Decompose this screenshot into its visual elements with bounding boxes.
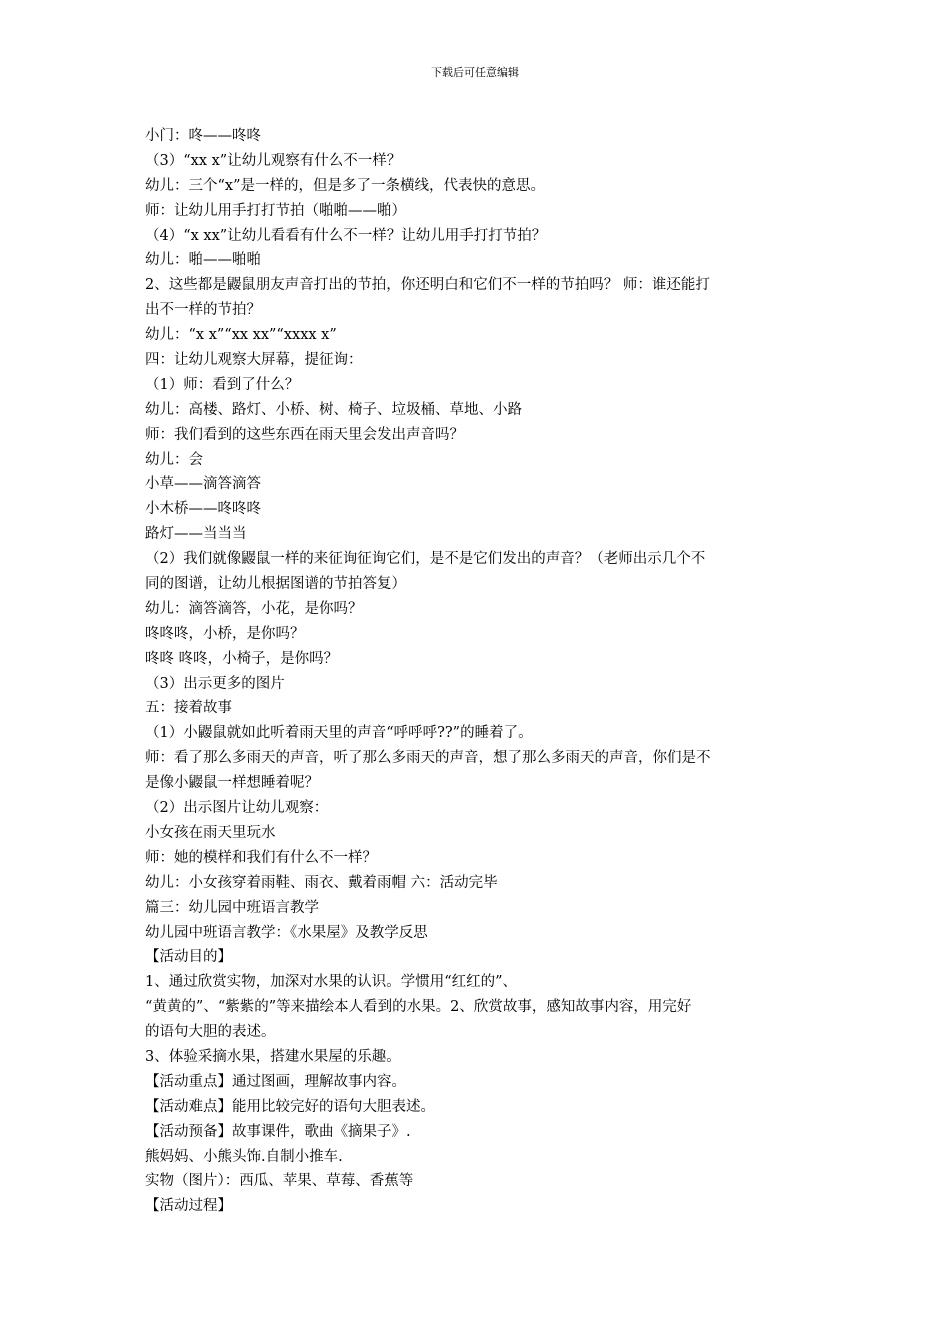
- text-line: 五：接着故事: [145, 700, 232, 717]
- text-line: 路灯——当当当: [145, 526, 247, 543]
- text-line: （2）出示图片让幼儿观察：: [145, 800, 329, 817]
- text-line: 咚咚 咚咚，小椅子，是你吗？: [145, 650, 339, 667]
- text-line: 小木桥——咚咚咚: [145, 501, 261, 518]
- text-line: （3）“xx x”让幼儿观察有什么不一样？: [145, 152, 402, 169]
- text-line: 师：她的模样和我们有什么不一样？: [145, 849, 377, 866]
- text-line: 实物（图片）：西瓜、苹果、草莓、香蕉等: [145, 1173, 414, 1190]
- text-line: （3）出示更多的图片: [145, 675, 285, 692]
- text-line: 幼儿：三个“x”是一样的，但是多了一条横线，代表快的意思。: [145, 177, 546, 194]
- text-line: 咚咚咚，小桥，是你吗？: [145, 625, 305, 642]
- text-line: 师：看了那么多雨天的声音，听了那么多雨天的声音，想了那么多雨天的声音，你们是不: [145, 750, 711, 767]
- text-line: 【活动重点】通过图画，理解故事内容。: [145, 1073, 406, 1090]
- text-line: 小门：咚——咚咚: [145, 128, 261, 144]
- text-line: 幼儿：小女孩穿着雨鞋、雨衣、戴着雨帽 六：活动完毕: [145, 874, 498, 891]
- text-line: 1、通过欣赏实物，加深对水果的认识。学惯用“红红的”、: [145, 974, 518, 991]
- text-line: 师：我们看到的这些东西在雨天里会发出声音吗？: [145, 426, 464, 443]
- text-line: 3、体验采摘水果，搭建水果屋的乐趣。: [145, 1048, 401, 1065]
- text-line: 幼儿园中班语言教学：《水果屋》及教学反思: [145, 924, 428, 941]
- text-line: 【活动预备】故事课件，歌曲《摘果子》.: [145, 1123, 411, 1140]
- text-line: （2）我们就像鼹鼠一样的来征询征询它们，是不是它们发出的声音？（老师出示几个不: [145, 551, 706, 568]
- text-line: 小女孩在雨天里玩水: [145, 824, 276, 841]
- text-line: 【活动过程】: [145, 1198, 232, 1215]
- page-header: 下载后可任意编辑: [431, 66, 519, 79]
- text-line: “黄黄的”、“紫紫的”等来描绘本人看到的水果。2、欣赏故事，感知故事内容，用完好: [145, 999, 692, 1016]
- text-line: 师：让幼儿用手打打节拍（啪啪——啪）: [145, 202, 406, 219]
- text-line: 四：让幼儿观察大屏幕，提征询：: [145, 352, 363, 369]
- text-line: 同的图谱，让幼儿根据图谱的节拍答复）: [145, 576, 406, 593]
- text-line: 的语句大胆的表述。: [145, 1024, 276, 1041]
- text-line: （4）“x xx”让幼儿看看有什么不一样？让幼儿用手打打节拍？: [145, 227, 547, 244]
- text-line: （1）师：看到了什么？: [145, 376, 300, 393]
- text-line: 幼儿：啪——啪啪: [145, 252, 261, 269]
- text-line: 幼儿：“x x”“xx xx”“xxxx x”: [145, 327, 337, 344]
- text-line: 【活动目的】: [145, 949, 232, 966]
- text-line: （1）小鼹鼠就如此听着雨天里的声音“呼呼呼??”的睡着了。: [145, 725, 533, 742]
- text-line: 2、这些都是鼹鼠朋友声音打出的节拍，你还明白和它们不一样的节拍吗？ 师：谁还能打: [145, 277, 710, 294]
- text-line: 是像小鼹鼠一样想睡着呢？: [145, 775, 319, 792]
- text-line: 熊妈妈、小熊头饰.自制小推车.: [145, 1148, 343, 1165]
- text-line: 出不一样的节拍？: [145, 302, 261, 319]
- document-body: [145, 124, 810, 1219]
- text-line: 幼儿：滴答滴答，小花，是你吗？: [145, 600, 363, 617]
- text-line: 篇三：幼儿园中班语言教学: [145, 899, 319, 916]
- text-line: 小草——滴答滴答: [145, 476, 261, 493]
- text-line: 幼儿：高楼、路灯、小桥、树、椅子、垃圾桶、草地、小路: [145, 401, 522, 418]
- text-line: 【活动难点】能用比较完好的语句大胆表述。: [145, 1098, 435, 1115]
- text-line: 幼儿：会: [145, 451, 203, 468]
